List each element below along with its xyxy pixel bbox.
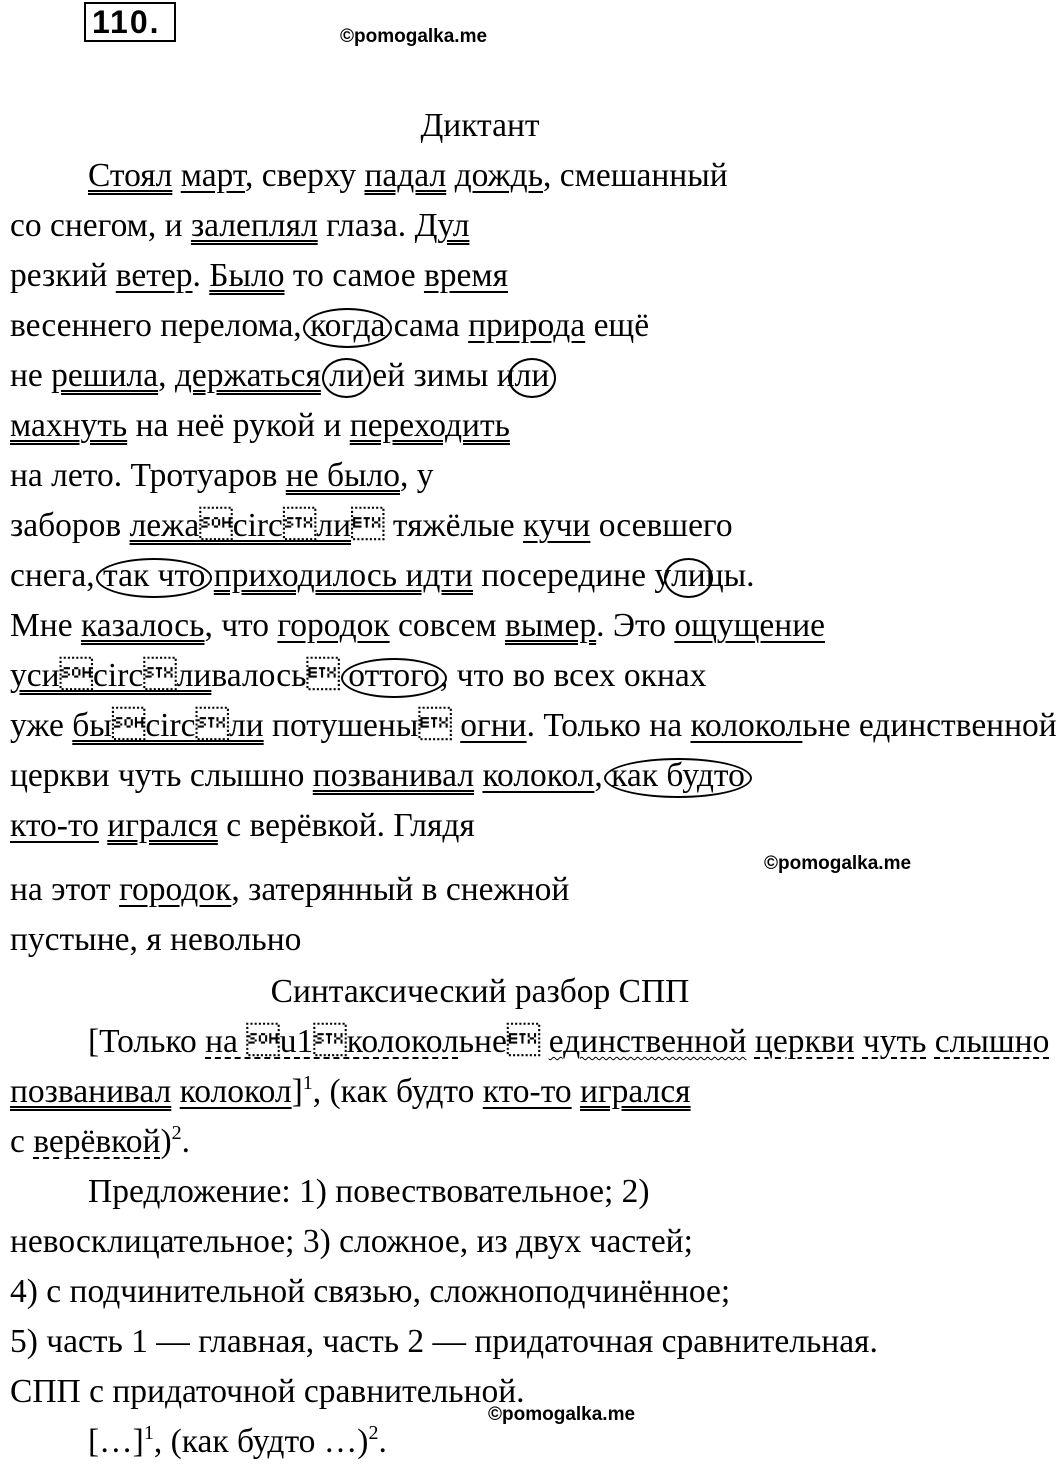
characteristics-line: Предложение: 1) повествовательное; 2) <box>88 1173 650 1210</box>
analysis-line: [Только на u1колокольне единственной церкви чуть слышно <box>88 1023 1050 1060</box>
characteristics-line: невосклицательное; 3) сложное, из двух частей; <box>10 1223 693 1260</box>
text-line: кто-то игрался с верёвкой. Глядя <box>10 807 475 844</box>
text-line: со снегом, и залеплял глаза. Дул <box>10 207 470 244</box>
characteristics-line: СПП с придаточной сравнительной. <box>10 1373 525 1410</box>
text-line: заборов лежаcircли тяжёлые кучи осевшего <box>10 507 733 544</box>
characteristics-line: 4) с подчинительной связью, сложноподчинённое; <box>10 1273 731 1310</box>
watermark-top: ©pomogalka.me <box>340 26 488 47</box>
text-line: Мне казалось, что городок совсем вымер. Это ощущение <box>10 607 826 644</box>
text-line: усиcircливалось оттого, что во всех окнах <box>10 657 707 694</box>
text-line: снега, так что приходилось идти посередине улицы. <box>10 557 755 594</box>
dictation-title: Диктант <box>420 107 540 144</box>
analysis-line: позванивал колокол]$^1$, (как будто кто-то игрался <box>10 1072 691 1110</box>
text-line: церкви чуть слышно позванивал колокол, как будто <box>10 757 745 794</box>
watermark-bottom: ©pomogalka.me <box>488 1404 636 1425</box>
text-line: уже быcircли потушены огни. Только на колокольне единственной <box>10 707 1057 744</box>
text-line: махнуть на неё рукой и переходить <box>10 407 510 444</box>
task-number: 110. <box>84 2 176 42</box>
text-line: резкий ветер. Было то самое время <box>10 257 508 294</box>
scheme: […]$^1$, (как будто …)$^2$. <box>88 1422 387 1460</box>
text-line: пустыне, я невольно <box>10 921 302 958</box>
analysis-title: Синтаксический разбор СПП <box>270 973 690 1010</box>
text-line: на этот городок, затерянный в снежной <box>10 871 570 908</box>
text-line: весеннего перелома, когда сама природа ещё <box>10 307 650 344</box>
characteristics-line: 5) часть 1 — главная, часть 2 — придаточная сравнительная. <box>10 1323 878 1360</box>
text-line: на лето. Тротуаров не было, у <box>10 457 434 494</box>
text-line: не решила, держаться ли ей зимы или <box>10 357 550 394</box>
text-line: Стоял март, сверху падал дождь, смешанный <box>88 157 728 194</box>
watermark-middle: ©pomogalka.me <box>764 853 912 874</box>
analysis-line: с верёвкой)$^2$. <box>10 1122 190 1160</box>
